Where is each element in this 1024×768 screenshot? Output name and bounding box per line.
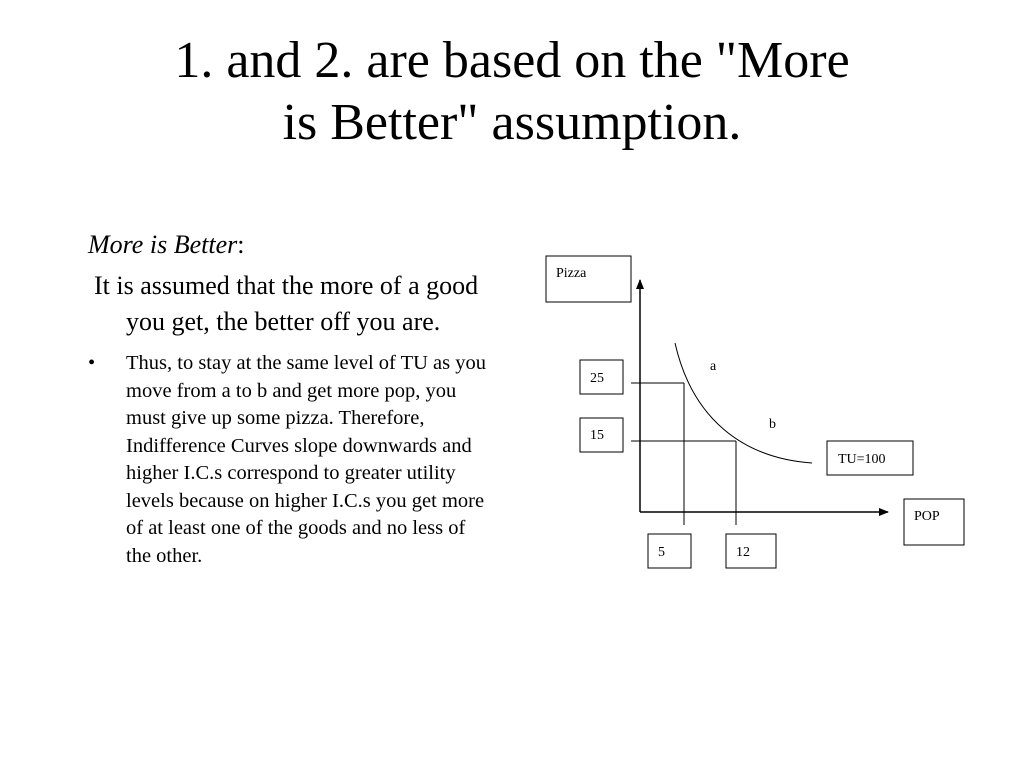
- point-b-label: b: [769, 417, 776, 432]
- y-tick-label-15: 15: [590, 428, 604, 443]
- heading-colon: :: [237, 230, 245, 259]
- x-tick-box-5: [648, 534, 691, 568]
- indifference-curve: [675, 343, 812, 463]
- slide-title-line-2: is Better" assumption.: [282, 94, 742, 151]
- x-axis-label: POP: [914, 509, 940, 524]
- curve-label: TU=100: [838, 452, 886, 467]
- bullet-icon: •: [88, 352, 96, 374]
- bullet-text: Thus, to stay at the same level of TU as you move from a to b and get more pop, you must give up some pizza. Therefore, Indifference Curves slope downwards and higher I.C.s correspond to greater utility levels because on higher I.C.s you get more of at least one of the goods and no less of the other.: [126, 352, 487, 567]
- x-tick-label-5: 5: [658, 545, 665, 560]
- y-axis-label: Pizza: [556, 266, 587, 281]
- slide-title-line-1: 1. and 2. are based on the "More: [174, 32, 850, 89]
- heading-italic: More is Better: [88, 230, 238, 259]
- point-a-label: a: [710, 359, 717, 374]
- x-tick-label-12: 12: [736, 545, 750, 560]
- assumption-paragraph: It is assumed that the more of a good you get, the better off you are.: [94, 271, 479, 336]
- y-tick-label-25: 25: [590, 371, 604, 386]
- x-tick-box-12: [726, 534, 776, 568]
